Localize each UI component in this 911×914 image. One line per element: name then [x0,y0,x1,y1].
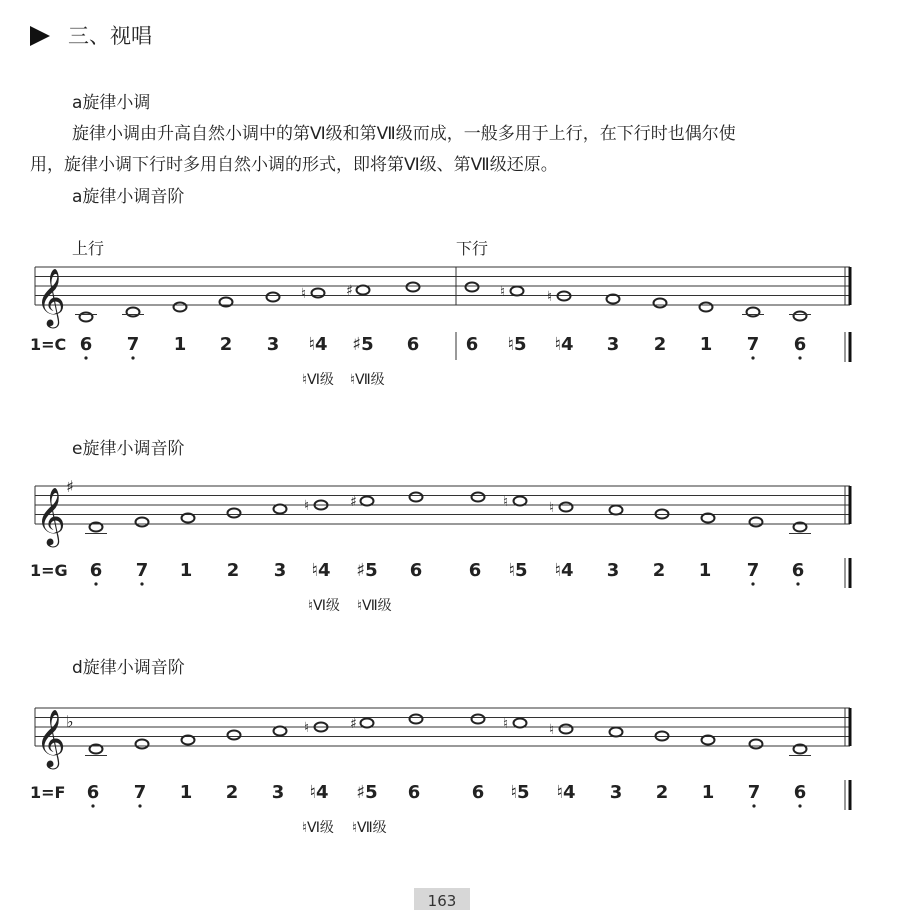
jianpu-number: 3 [609,782,623,803]
degree-annotation: ♮Ⅶ级 [350,372,385,388]
accidental-icon: ♮ [503,716,509,732]
key-label: 1=C [30,335,67,354]
jianpu-number: 3 [606,560,620,581]
jianpu-number: 7 [133,782,147,803]
section-title: 三、视唱 [68,24,152,48]
degree-annotation: ♮Ⅵ级 [302,820,334,836]
whole-note [410,715,423,724]
jianpu-number: ♯5 [356,782,378,803]
key-label: 1=F [30,783,66,802]
jianpu-number: ♯5 [352,334,374,355]
jianpu-number: 6 [465,334,479,355]
jianpu-number: 7 [135,560,149,581]
whole-note [472,715,485,724]
whole-note [174,303,187,312]
whole-note [514,497,527,506]
lower-octave-dot [751,356,754,359]
accidental-icon: ♮ [547,289,553,305]
jianpu-number: 2 [652,560,666,581]
accidental-icon: ♮ [549,500,555,516]
whole-note [136,518,149,527]
jianpu-number: 6 [409,560,423,581]
jianpu-number: ♮4 [554,560,574,581]
lower-octave-dot [752,804,755,807]
flat-key-icon: ♭ [66,712,74,731]
whole-note [407,283,420,292]
accidental-icon: ♮ [304,498,310,514]
accidental-icon: ♮ [304,720,310,736]
ascending-label: 上行 [72,239,105,258]
key-label: 1=G [30,561,68,580]
jianpu-number: 1 [699,334,713,355]
jianpu-number: 3 [273,560,287,581]
jianpu-number: ♮4 [556,782,576,803]
whole-note [610,506,623,515]
jianpu-number: 1 [701,782,715,803]
jianpu-number: 6 [86,782,100,803]
scale-title-d: d旋律小调音阶 [72,658,185,678]
whole-note [560,725,573,734]
lower-octave-dot [91,804,94,807]
sharp-key-icon: ♯ [66,477,74,496]
jianpu-number: ♯5 [356,560,378,581]
staff-a-minor [0,240,911,400]
lower-octave-dot [84,356,87,359]
accidental-icon: ♯ [350,716,357,732]
whole-note [750,518,763,527]
degree-annotation: ♮Ⅶ级 [357,598,392,614]
jianpu-number: ♮5 [510,782,530,803]
jianpu-number: 7 [746,560,760,581]
jianpu-number: 1 [179,560,193,581]
degree-annotation: ♮Ⅵ级 [308,598,340,614]
whole-note [136,740,149,749]
accidental-icon: ♮ [500,284,506,300]
accidental-icon: ♯ [346,283,353,299]
jianpu-number: 1 [179,782,193,803]
jianpu-number: 6 [793,782,807,803]
whole-note [361,497,374,506]
jianpu-number: 3 [606,334,620,355]
accidental-icon: ♮ [301,286,307,302]
jianpu-number: 6 [79,334,93,355]
whole-note [312,289,325,298]
whole-note [361,719,374,728]
whole-note [560,503,573,512]
jianpu-number: 1 [698,560,712,581]
whole-note [750,740,763,749]
jianpu-number: 6 [89,560,103,581]
jianpu-number: 6 [407,782,421,803]
lower-octave-dot [796,582,799,585]
jianpu-number: 6 [793,334,807,355]
whole-note [511,287,524,296]
jianpu-number: 2 [225,782,239,803]
degree-annotation: ♮Ⅵ级 [302,372,334,388]
whole-note [267,293,280,302]
scale-title-e: e旋律小调音阶 [72,439,185,459]
whole-note [274,505,287,514]
jianpu-number: 2 [655,782,669,803]
jianpu-number: ♮5 [507,334,527,355]
jianpu-number: 2 [219,334,233,355]
treble-clef-icon: 𝄞 [36,487,66,545]
whole-note [472,493,485,502]
jianpu-number: ♮4 [554,334,574,355]
whole-note [228,509,241,518]
treble-clef-icon: 𝄞 [36,268,66,326]
whole-note [747,308,760,317]
whole-note [410,493,423,502]
jianpu-number: 3 [266,334,280,355]
whole-note [228,731,241,740]
jianpu-number: 6 [468,560,482,581]
jianpu-number: 2 [653,334,667,355]
lower-octave-dot [751,582,754,585]
jianpu-number: 2 [226,560,240,581]
jianpu-number: 1 [173,334,187,355]
whole-note [654,299,667,308]
staff-d-minor [0,688,911,848]
jianpu-number: ♮5 [508,560,528,581]
jianpu-number: 7 [126,334,140,355]
lower-octave-dot [798,804,801,807]
lower-octave-dot [798,356,801,359]
whole-note [610,728,623,737]
jianpu-number: 6 [791,560,805,581]
accidental-icon: ♮ [549,722,555,738]
jianpu-number: ♮4 [311,560,331,581]
whole-note [514,719,527,728]
subtitle: a旋律小调 [72,93,151,113]
page-number: 163 [414,888,470,910]
treble-clef-icon: 𝄞 [36,709,66,767]
whole-note [700,303,713,312]
paragraph-line-1: 旋律小调由升高自然小调中的第Ⅵ级和第Ⅶ级而成，一般多用于上行，在下行时也偶尔使 [72,124,736,144]
accidental-icon: ♯ [350,494,357,510]
accidental-icon: ♮ [503,494,509,510]
whole-note [357,286,370,295]
whole-note [127,308,140,317]
play-triangle-icon [30,26,50,46]
scale-title-a: a旋律小调音阶 [72,187,185,207]
lower-octave-dot [131,356,134,359]
whole-note [794,312,807,321]
whole-note [274,727,287,736]
lower-octave-dot [140,582,143,585]
jianpu-number: 3 [271,782,285,803]
lower-octave-dot [94,582,97,585]
degree-annotation: ♮Ⅶ级 [352,820,387,836]
section-heading [30,20,152,50]
jianpu-number: 7 [746,334,760,355]
jianpu-number: 7 [747,782,761,803]
jianpu-number: 6 [406,334,420,355]
staff-e-minor [0,466,911,626]
whole-note [466,283,479,292]
whole-note [80,313,93,322]
paragraph-line-2: 用，旋律小调下行时多用自然小调的形式，即将第Ⅵ级、第Ⅶ级还原。 [30,155,558,175]
descending-label: 下行 [456,239,489,258]
jianpu-number: ♮4 [309,782,329,803]
jianpu-number: 6 [471,782,485,803]
lower-octave-dot [138,804,141,807]
jianpu-number: ♮4 [308,334,328,355]
